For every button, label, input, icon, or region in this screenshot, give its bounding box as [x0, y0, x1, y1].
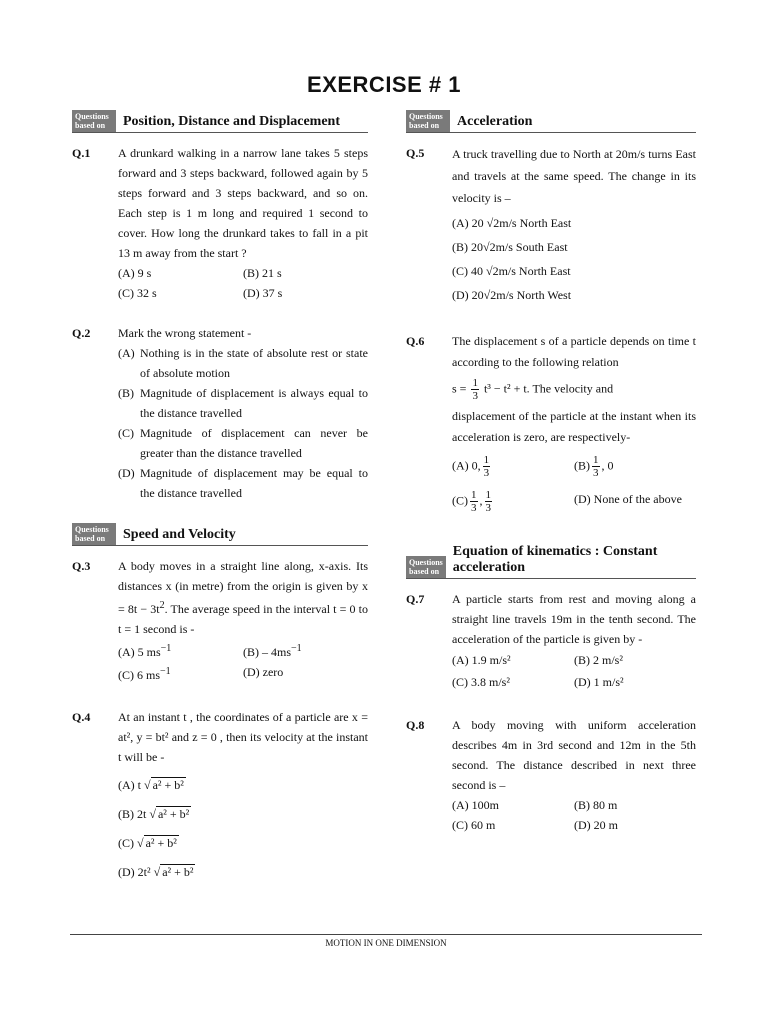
option-a: (A) 9 s	[118, 266, 152, 280]
question-number: Q.6	[406, 334, 425, 348]
equation: s = $\frac{1}{3}$ t³ − t² + t. The velocity and	[452, 377, 614, 402]
left-column	[72, 108, 368, 897]
question-text: A body moving with uniform acceleration describes 4m in 3rd second and 12m in the 5th second. The distance described in next three second is –	[452, 718, 696, 792]
section-tag: Questions based on	[406, 110, 450, 132]
option-a: (A) 0, $\frac{1}{3}$	[452, 454, 490, 479]
options	[118, 639, 368, 685]
option-a: (A) 1.9 m/s²	[452, 653, 511, 667]
right-column	[406, 108, 696, 845]
question-text: Mark the wrong statement -	[118, 326, 252, 340]
question-1	[72, 143, 368, 303]
question-text: The displacement s of a particle depends on time t according to the following relation	[452, 334, 696, 369]
section-title: Position, Distance and Displacement	[123, 114, 340, 129]
options	[452, 795, 696, 835]
option-c: (C) 40 √2m/s North East	[452, 264, 571, 278]
option-a: (A) Nothing is in the state of absolute rest or state of absolute motion	[118, 346, 368, 380]
option-d: (D) 37 s	[243, 286, 283, 300]
option-c: (C) 60 m	[452, 818, 496, 832]
section-header	[406, 542, 696, 579]
question-3	[72, 556, 368, 685]
option-c: (C) 3.8 m/s²	[452, 675, 510, 689]
option-b: (B) 2t √ a² + b²	[118, 807, 190, 821]
option-d: (D) None of the above	[574, 492, 682, 506]
question-number: Q.8	[406, 718, 425, 732]
option-d: (D) 20√2m/s North West	[452, 288, 572, 302]
option-a: (A) 20 √2m/s North East	[452, 216, 572, 230]
options	[452, 454, 696, 514]
option-b: (B) Magnitude of displacement is always equal to the distance travelled	[118, 386, 368, 420]
option-d: (D) 2t² √ a² + b²	[118, 865, 194, 879]
question-5	[406, 143, 696, 307]
question-7	[406, 589, 696, 693]
option-b: (B) 80 m	[574, 798, 618, 812]
section-tag: Questions based on	[72, 523, 116, 545]
option-b: (B) $\frac{1}{3}$ , 0	[574, 454, 614, 479]
option-d: (D) 1 m/s²	[574, 675, 624, 689]
option-d: (D) Magnitude of displacement may be equal to the distance travelled	[118, 466, 368, 500]
options	[452, 649, 696, 693]
question-number: Q.5	[406, 146, 425, 160]
option-c: (C) $\frac{1}{3}$ , $\frac{1}{3}$	[452, 489, 491, 514]
question-6	[406, 331, 696, 514]
options	[118, 263, 368, 303]
section-header	[72, 108, 368, 133]
option-b: $(B) - 4ms^{-1}$	[243, 643, 302, 659]
section-header	[72, 521, 368, 546]
option-c: (C) √ a² + b²	[118, 836, 177, 850]
section-tag: Questions based on	[72, 110, 116, 132]
option-c: (C) Magnitude of displacement can never be greater than the distance travelled	[118, 426, 368, 460]
question-text: A body moves in a straight line along, x-axis. Its distances x (in metre) from the origin is given by $x = 8t - 3t^2$. The average speed in the interval t = 0 to t = 1 second is -	[118, 559, 368, 636]
question-4	[72, 707, 368, 887]
question-number: Q.1	[72, 146, 91, 160]
question-text-cont: displacement of the particle at the instant when its acceleration is zero, are respectively-	[452, 409, 696, 444]
question-text: A particle starts from rest and moving along a straight line travels 19m in the tenth second. The acceleration of the particle is given by -	[452, 592, 696, 646]
option-d: (D) 20 m	[574, 818, 618, 832]
section-title: Equation of kinematics : Constant acceleration	[452, 544, 658, 575]
question-text: A drunkard walking in a narrow lane takes 5 steps forward and 3 steps backward, followed again by 5 steps forward and 3 steps backward, and so on. Each step is 1 m long and required 1 second to cover. How long the drunkard takes to fall in a pit 13 m away from the start ?	[118, 146, 368, 260]
page-footer: MOTION IN ONE DIMENSION	[70, 934, 702, 948]
question-8	[406, 715, 696, 835]
question-number: Q.4	[72, 710, 91, 724]
option-a: (A) t √ a² + b²	[118, 778, 184, 792]
section-header	[406, 108, 696, 133]
question-text: At an instant t , the coordinates of a particle are x = at², y = bt² and z = 0 , then its velocity at the instant t will be -	[118, 710, 368, 764]
section-title: Speed and Velocity	[123, 527, 236, 542]
option-b: (B) 2 m/s²	[574, 653, 623, 667]
option-d: (D) zero	[243, 665, 284, 679]
question-number: Q.3	[72, 559, 91, 573]
question-2	[72, 323, 368, 503]
option-a: (A) 100m	[452, 798, 499, 812]
option-b: (B) 20√2m/s South East	[452, 240, 568, 254]
section-title: Acceleration	[457, 114, 533, 129]
option-c: (C) 6 $ms^{-1}$	[118, 666, 171, 682]
page-title: EXERCISE # 1	[307, 72, 461, 97]
question-number: Q.2	[72, 326, 91, 340]
question-number: Q.7	[406, 592, 425, 606]
question-text: A truck travelling due to North at 20m/s turns East and travels at the same speed. The change in its velocity is –	[452, 147, 696, 205]
option-c: (C) 32 s	[118, 286, 157, 300]
option-a: (A) 5 $ms^{-1}$	[118, 643, 172, 659]
section-tag: Questions based on	[406, 556, 446, 578]
option-b: (B) 21 s	[243, 266, 282, 280]
